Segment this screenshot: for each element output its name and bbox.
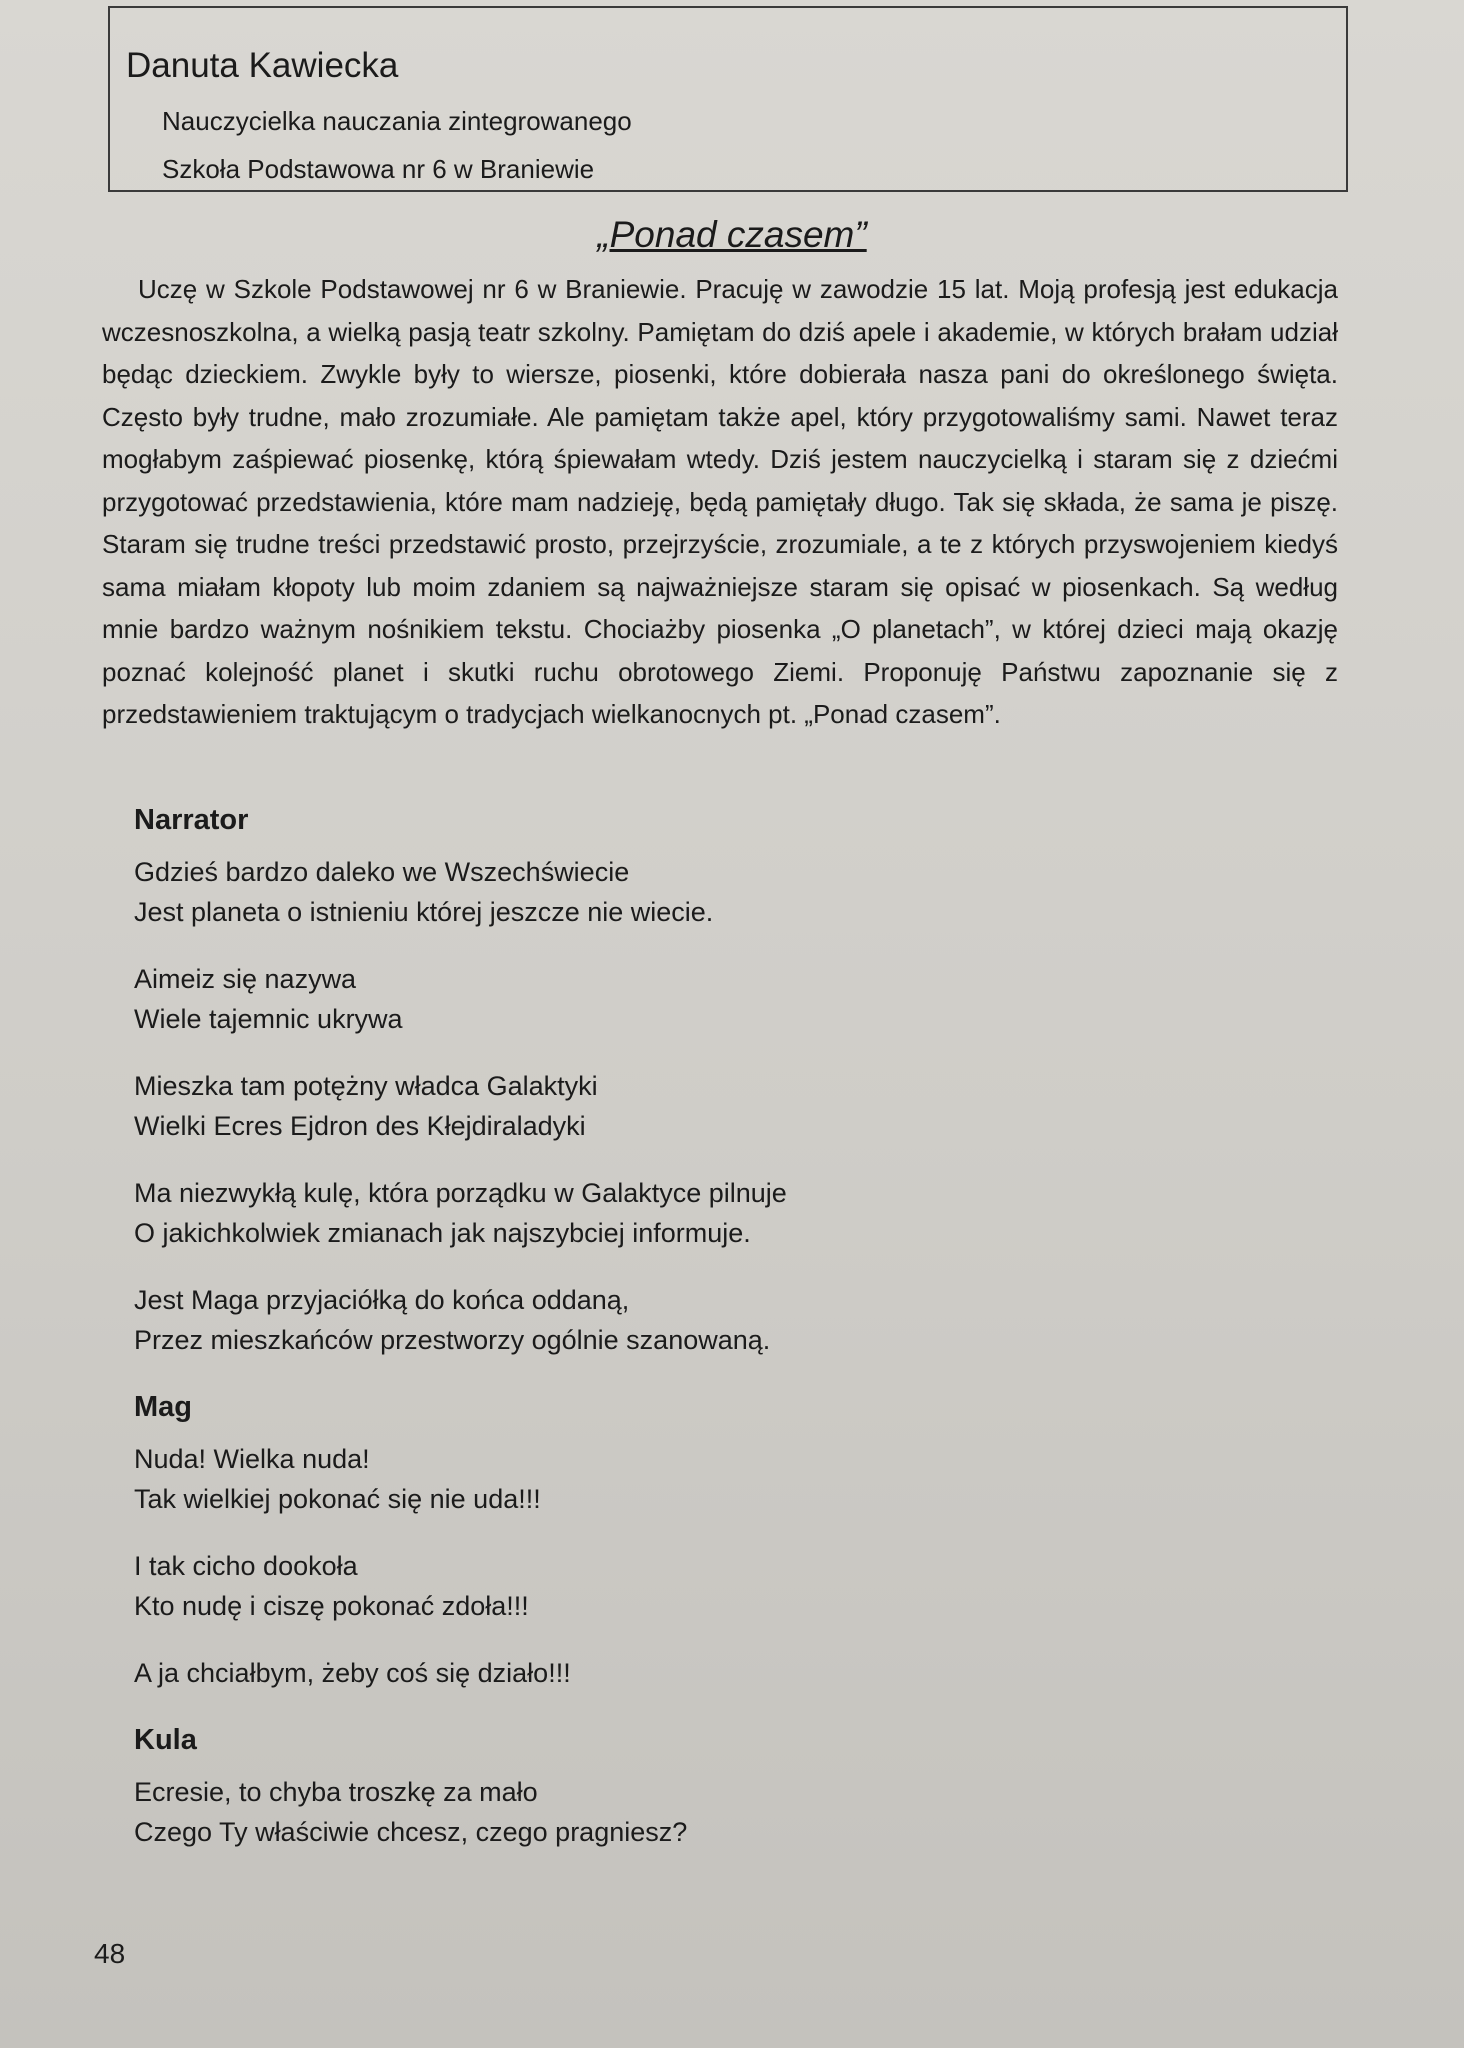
author-name: Danuta Kawiecka [126, 46, 399, 85]
author-box [108, 6, 1348, 192]
author-school: Szkoła Podstawowa nr 6 w Braniewie [162, 154, 595, 184]
stanza [134, 1772, 1234, 1852]
verse-line: Przez mieszkańców przestworzy ogólnie szanowaną. [134, 1325, 771, 1355]
stanza [134, 1066, 1234, 1146]
stanza [134, 959, 1234, 1039]
speaker-narrator: Narrator [134, 804, 249, 836]
verse-line: A ja chciałbym, żeby coś się działo!!! [134, 1658, 571, 1688]
verse-line: Nuda! Wielka nuda! [134, 1444, 370, 1474]
verse-line: Jest Maga przyjaciółką do końca oddaną, [134, 1285, 630, 1315]
verse-line: Wielki Ecres Ejdron des Kłejdiraladyki [134, 1111, 586, 1141]
verse-line: Tak wielkiej pokonać się nie uda!!! [134, 1484, 541, 1514]
stanza [134, 852, 1234, 932]
verse-line: Wiele tajemnic ukrywa [134, 1004, 403, 1034]
verse-line: Kto nudę i ciszę pokonać zdoła!!! [134, 1591, 529, 1621]
stanza [134, 1653, 1234, 1693]
play-script [134, 800, 1234, 1879]
page-number: 48 [94, 1938, 126, 1969]
stanza [134, 1280, 1234, 1360]
verse-line: Mieszka tam potężny władca Galaktyki [134, 1071, 598, 1101]
stanza [134, 1439, 1234, 1519]
verse-line: Gdzieś bardzo daleko we Wszechświecie [134, 857, 630, 887]
speaker-kula: Kula [134, 1724, 197, 1756]
speaker-mag: Mag [134, 1391, 192, 1423]
intro-paragraph: Uczę w Szkole Podstawowej nr 6 w Braniewie. Pracuję w zawodzie 15 lat. Moją profesją jest edukacja wczesnoszkolna, a wielką pasją teatr szkolny. Pamiętam do dziś apele i akademie, w których brałam udział będąc dzieckiem. Zwykle były to wiersze, piosenki, które dobierała nasza pani do określonego święta. Często były trudne, mało zrozumiałe. Ale pamiętam także apel, który przygotowaliśmy sami. Nawet teraz mogłabym zaśpiewać piosenkę, którą śpiewałam wtedy. Dziś jestem nauczycielką i staram się z dziećmi przygotować przedstawienia, które mam nadzieję, będą pamiętały długo. Tak się składa, że sama je piszę. Staram się trudne treści przedstawić prosto, przejrzyście, zrozumiale, a te z których przyswojeniem kiedyś sama miałam kłopoty lub moim zdaniem są najważniejsze staram się opisać w piosenkach. Są według mnie bardzo ważnym nośnikiem tekstu. Chociażby piosenka „O planetach”, w której dzieci mają okazję poznać kolejność planet i skutki ruchu obrotowego Ziemi. Proponuję Państwu zapoznanie się z przedstawieniem traktującym o tradycjach wielkanocnych pt. „Ponad czasem”. [102, 274, 1338, 729]
verse-line: I tak cicho dookoła [134, 1551, 358, 1581]
author-position: Nauczycielka nauczania zintegrowanego [162, 106, 632, 136]
verse-line: Ma niezwykłą kulę, która porządku w Galaktyce pilnuje [134, 1178, 787, 1208]
verse-line: Czego Ty właściwie chcesz, czego pragniesz? [134, 1817, 688, 1847]
verse-line: O jakichkolwiek zmianach jak najszybciej informuje. [134, 1218, 751, 1248]
verse-line: Ecresie, to chyba troszkę za mało [134, 1777, 538, 1807]
stanza [134, 1546, 1234, 1626]
article-title: „Ponad czasem” [597, 214, 867, 255]
verse-line: Jest planeta o istnieniu której jeszcze nie wiecie. [134, 897, 714, 927]
stanza [134, 1173, 1234, 1253]
verse-line: Aimeiz się nazywa [134, 964, 357, 994]
